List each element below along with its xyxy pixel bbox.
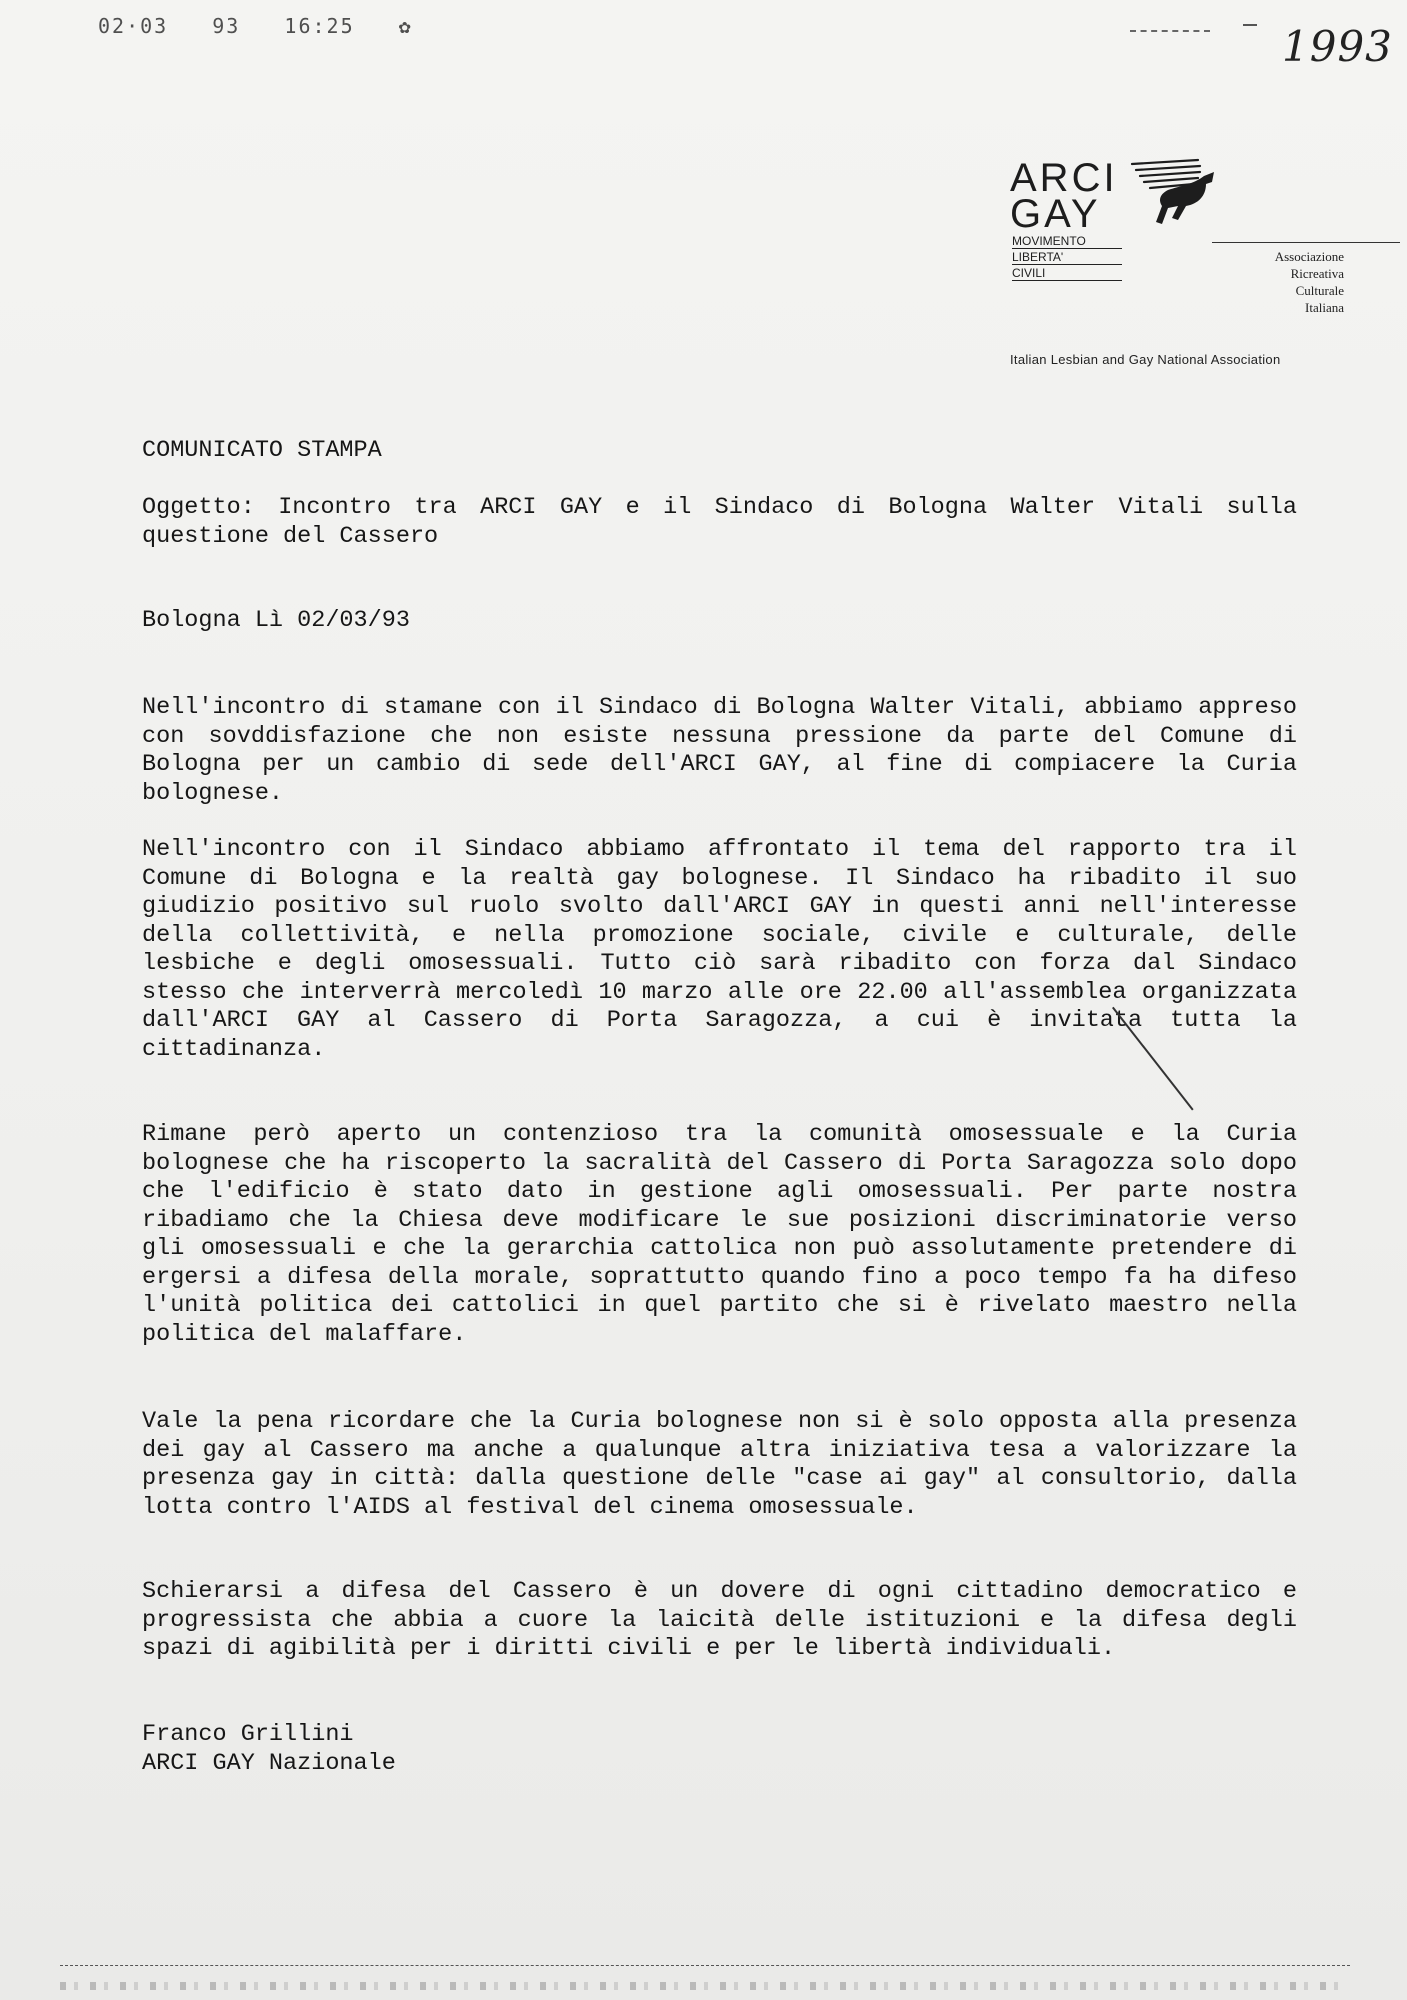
paragraph: Schierarsi a difesa del Cassero è un dovere di ogni cittadino democratico e progressista che abbia a cuore la laicità delle istituzioni e la difesa degli spazi di agibilità per i diritti civili e per le libertà individuali.: [142, 1578, 1297, 1662]
logo-rule: [1212, 242, 1400, 243]
logo-tagline: Italian Lesbian and Gay National Association: [1010, 352, 1281, 367]
assoc-line: Associazione: [1274, 249, 1344, 264]
logo-civili: CIVILI: [1012, 266, 1122, 281]
arci-gay-logo: [1010, 150, 1344, 370]
fax-year: 93: [212, 14, 241, 38]
logo-arci-text: ARCI: [1010, 156, 1118, 200]
year-tick-line: [1243, 24, 1257, 26]
fax-date: 02·03: [98, 14, 169, 38]
fax-time: 16:25: [284, 14, 355, 38]
signature-org: ARCI GAY Nazionale: [142, 1750, 396, 1777]
signature-name: Franco Grillini: [142, 1721, 354, 1748]
handwritten-year: 1993: [1282, 22, 1393, 71]
fax-mark: ✿: [398, 14, 413, 38]
logo-association: [1200, 248, 1344, 316]
press-release-title: COMUNICATO STAMPA: [142, 437, 382, 464]
subject-line: Oggetto: Incontro tra ARCI GAY e il Sindaco di Bologna Walter Vitali sulla questione del Cassero: [142, 494, 1297, 550]
paragraph: Nell'incontro di stamane con il Sindaco di Bologna Walter Vitali, abbiamo appreso con sovddisfazione che non esiste nessuna pressione da parte del Comune di Bologna per un cambio di sede dell'ARCI GAY, al fine di compiacere la Curia bolognese.: [142, 694, 1297, 807]
year-dash-line: [1130, 30, 1210, 32]
logo-gay-text: GAY: [1010, 192, 1101, 236]
fax-header: [98, 14, 443, 38]
assoc-line: Culturale: [1295, 283, 1344, 298]
dateline: Bologna Lì 02/03/93: [142, 607, 410, 634]
logo-liberta: LIBERTA': [1012, 250, 1122, 265]
assoc-line: Italiana: [1305, 300, 1344, 315]
pegasus-icon: [1128, 154, 1220, 232]
paragraph: Nell'incontro con il Sindaco abbiamo affrontato il tema del rapporto tra il Comune di Bologna e la realtà gay bolognese. Il Sindaco ha ribadito il suo giudizio positivo sul ruolo svolto dall'ARCI GAY in questi anni nell'interesse della collettività, e nella promozione sociale, civile e culturale, delle lesbiche e degli omosessuali. Tutto ciò sarà ribadito con forza dal Sindaco stesso che interverrà mercoledì 10 marzo alle ore 22.00 all'assemblea organizzata dall'ARCI GAY al Cassero di Porta Saragozza, a cui è invitata tutta la cittadinanza.: [142, 836, 1297, 1063]
paragraph: Rimane però aperto un contenzioso tra la comunità omosessuale e la Curia bolognese che ha riscoperto la sacralità del Cassero di Porta Saragozza solo dopo che l'edificio è stato dato in gestione agli omosessuali. Per parte nostra ribadiamo che la Chiesa deve modificare le sue posizioni discriminatorie verso gli omosessuali e che la gerarchia cattolica non può assolutamente pretendere di ergersi a difesa della morale, soprattutto quando fino a poco tempo fa ha difeso l'unità politica dei cattolici in quel partito che si è rivelato maestro nella politica del malaffare.: [142, 1121, 1297, 1348]
logo-movimento: MOVIMENTO: [1012, 234, 1122, 249]
footer-faded-text: [60, 1982, 1350, 1990]
paragraph: Vale la pena ricordare che la Curia bolognese non si è solo opposta alla presenza dei gay al Cassero ma anche a qualunque altra iniziativa tesa a valorizzare la presenza gay in città: dalla questione delle "case ai gay" al consultorio, dalla lotta contro l'AIDS al festival del cinema omosessuale.: [142, 1408, 1297, 1521]
assoc-line: Ricreativa: [1290, 266, 1344, 281]
footer-rule: [60, 1965, 1350, 1966]
